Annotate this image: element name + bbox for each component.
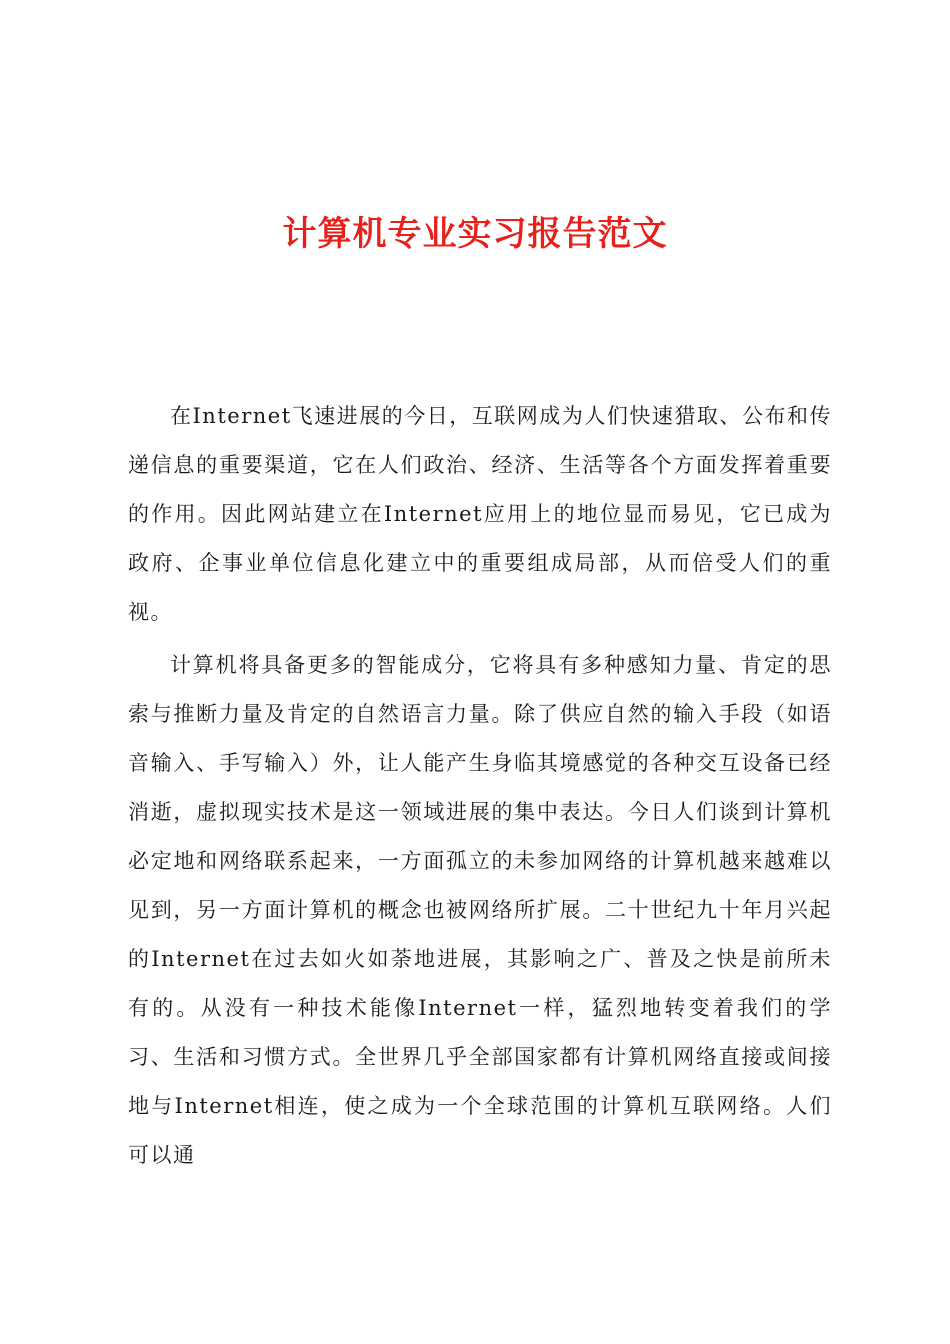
paragraph-2: 计算机将具备更多的智能成分，它将具有多种感知力量、肯定的思索与推断力量及肯定的自然语言力量。除了供应自然的输入手段（如语音输入、手写输入）外，让人能产生身临其境感觉的各种交互设备已经消逝，虚拟现实技术是这一领域进展的集中表达。今日人们谈到计算机必定地和网络联系起来，一方面孤立的未参加网络的计算机越来越难以见到，另一方面计算机的概念也被网络所扩展。二十世纪九十年月兴起的Internet在过去如火如荼地进展，其影响之广、普及之快是前所未有的。从没有一种技术能像Internet一样，猛烈地转变着我们的学习、生活和习惯方式。全世界几乎全部国家都有计算机网络直接或间接地与Internet相连，使之成为一个全球范围的计算机互联网络。人们可以通 bbox=[128, 653, 832, 1167]
paragraph-1: 在Internet飞速进展的今日，互联网成为人们快速猎取、公布和传递信息的重要渠道，它在人们政治、经济、生活等各个方面发挥着重要的作用。因此网站建立在Internet应用上的地位显而易见，它已成为政府、企事业单位信息化建立中的重要组成局部，从而倍受人们的重视。 bbox=[128, 404, 832, 624]
document-title: 计算机专业实习报告范文 bbox=[282, 214, 668, 254]
